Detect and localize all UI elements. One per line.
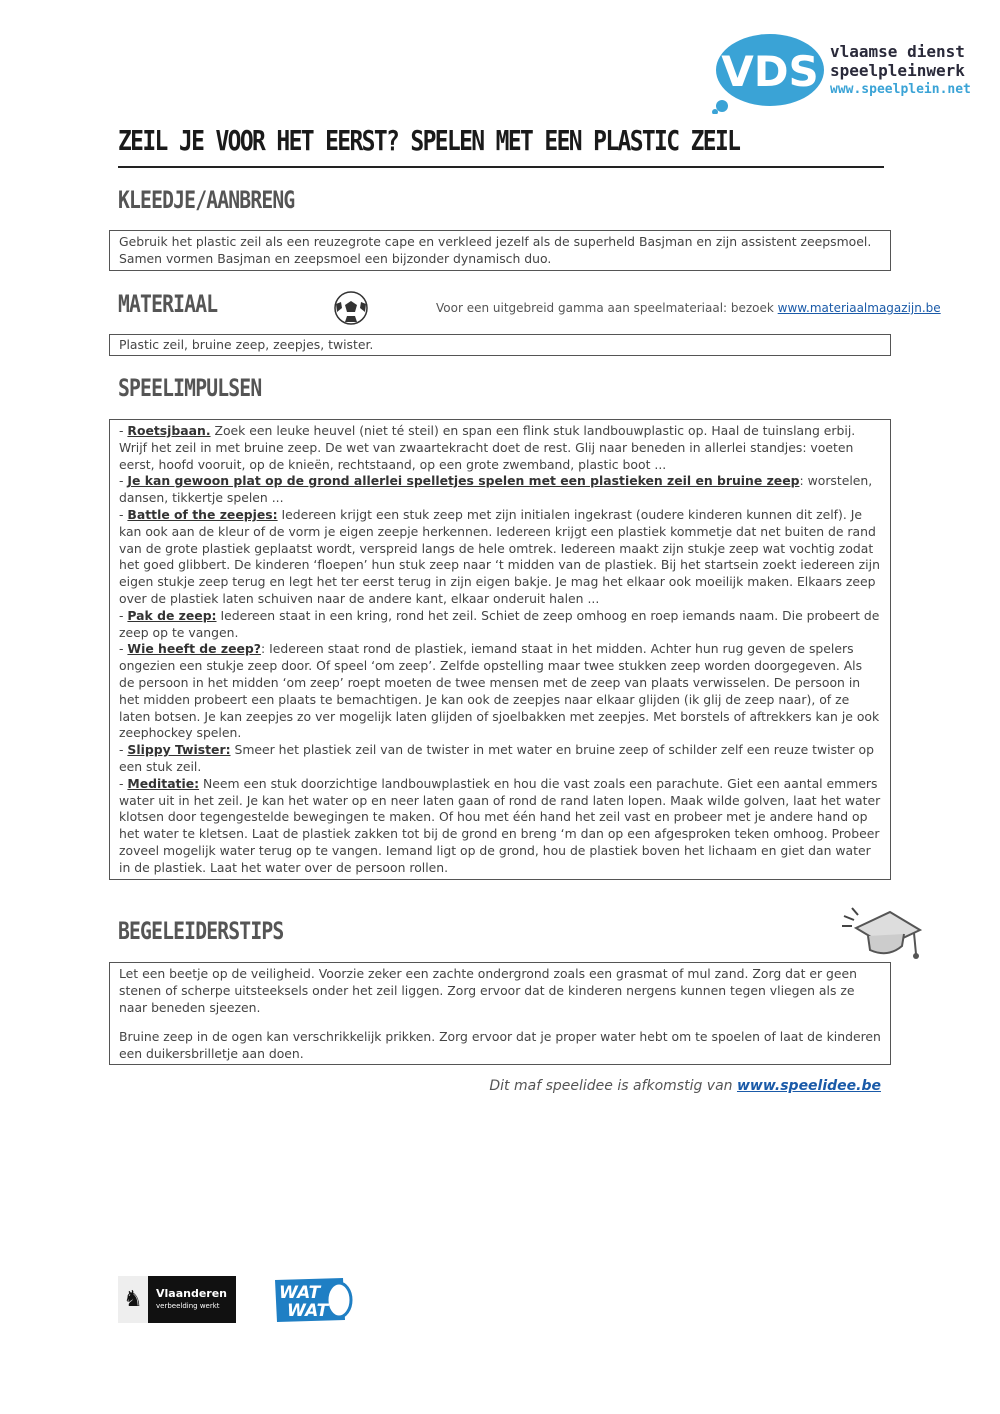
impuls-lead: Pak de zeep: xyxy=(127,607,217,623)
tips-paragraph-2: Bruine zeep in de ogen kan verschrikkelijk prikken. Zorg ervoor dat je proper water hebt om te spoelen of laat de kinderen een duikersbrilletje aan doen. xyxy=(119,1029,881,1062)
impuls-text: : Iedereen staat rond de plastiek, iemand staat in het midden. Achter hun rug geven de spelers ongezien een stukje zeep door. Of speel ‘om zeep’. Zelfde opstelling maar twee stukken zeep worden doorgegeven. Als de persoon in het midden ‘om zeep’ roept moeten de twee mensen met de zeep van plaats verwisselen. De persoon in het midden probeert een plaats te bemachtigen. Je kan ook de zeepjes naar elkaar glijden (ik glij de zeep naar), of ze laten botsen. Je kan zeepjes zo ver mogelijk laten glijden of sjoelbakken met zeepjes. Met borstels of aftrekkers kan je ook zeephockey spelen. xyxy=(119,641,880,741)
materiaal-box xyxy=(109,334,891,356)
lion-icon: ♞ xyxy=(118,1276,148,1323)
kleedje-box xyxy=(109,230,891,271)
org-line1: vlaamse dienst xyxy=(830,42,965,61)
impuls-lead: Battle of the zeepjes: xyxy=(127,506,278,522)
impuls-lead: Meditatie: xyxy=(127,775,200,791)
impuls-text: : worstelen, dansen, tikkertje spelen ... xyxy=(119,473,873,506)
vlaanderen-logo xyxy=(118,1276,236,1323)
impuls-item: - Pak de zeep: Iedereen staat in een kring, rond het zeil. Schiet de zeep omhoog en roep iemands naam. Die probeert de zeep op te vangen. xyxy=(119,607,880,640)
impuls-text: Neem een stuk doorzichtige landbouwplastiek en hou die vast zoals een parachute. Giet een aantal emmers water uit in het zeil. Je kan het water op en neer laten gaan of rond de rand laten lopen. Maak wilde golven, laat het water klotsen door tegengestelde bewegingen te maken. Of hou met één hand het zeil vast en probeer met je andere hand op het water te kletsen. Laat de plastiek zakken tot bij de grond en breng ‘m dan op een afgesproken teken omhoog. Probeer zoveel mogelijk water terug op te vangen. Iemand ligt op de grond, hou de plastiek boven het lichaam en giet dan water in de plastiek. Laat het water over de persoon rollen. xyxy=(119,775,881,875)
title-divider xyxy=(118,166,884,168)
tips-paragraph-1: Let een beetje op de veiligheid. Voorzie zeker een zachte ondergrond zoals een grasmat of mul zand. Zorg dat er geen stenen of scherpe uitsteeksels onder het zeil liggen. Zorg ervoor dat de kinderen nergens kunnen tegen vliegen als ze naar beneden sjeezen. xyxy=(119,966,857,1015)
impuls-lead: Roetsjbaan. xyxy=(127,423,211,438)
impuls-item: - Meditatie: Neem een stuk doorzichtige landbouwplastiek en hou die vast zoals een parachute. Giet een aantal emmers water uit in het zeil. Je kan het water op en neer laten gaan of rond de rand laten lopen. Maak wilde golven, laat het water klotsen door tegengestelde bewegingen te maken. Of hou met één hand het zeil vast en probeer met je andere hand op het water te kletsen. Laat de plastiek zakken tot bij de grond en breng ‘m dan op een afgesproken teken omhoog. Probeer zoveel mogelijk water terug op te vangen. Iemand ligt op de grond, hou de plastiek boven het lichaam en giet dan water in de plastiek. Laat het water over de persoon rollen. xyxy=(119,775,881,875)
impuls-item: - Slippy Twister: Smeer het plastiek zeil van de twister in met water en bruine zeep of schilder zelf een reuze twister op een stuk zeil. xyxy=(119,742,874,774)
materiaalmagazijn-link[interactable]: www.materiaalmagazijn.be xyxy=(777,301,941,315)
heading-speelimpulsen: SPEELIMPULSEN xyxy=(118,374,262,402)
impuls-lead: Je kan gewoon plat op de grond allerlei spelletjes spelen met een plastieken zeil en bruine zeep xyxy=(127,473,800,489)
heading-materiaal: MATERIAAL xyxy=(118,290,218,318)
tips-box xyxy=(109,962,891,1065)
materiaal-text: Plastic zeil, bruine zeep, zeepjes, twister. xyxy=(119,337,374,352)
impuls-item: - Je kan gewoon plat op de grond allerlei spelletjes spelen met een plastieken zeil en bruine zeep: worstelen, dansen, tikkertje spelen ... xyxy=(119,473,873,506)
football-icon xyxy=(333,290,369,326)
heading-kleedje: KLEEDJE/AANBRENG xyxy=(118,186,295,214)
impuls-text: Iedereen staat in een kring, rond het zeil. Schiet de zeep omhoog en roep iemands naam. Die probeert de zeep op te vangen. xyxy=(119,607,880,640)
credit-line xyxy=(489,1078,881,1094)
impuls-text: Zoek een leuke heuvel (niet té steil) en span een flink stuk landbouwplastic op. Haal de tuinslang erbij. Wrijf het zeil in met bruine zeep. De wet van zwaartekracht doet de rest. Glij naar beneden in allerlei standjes: voeten eerst, hoofd vooruit, op de knieën, rechtstaand, op een grote zwemband, plastic boot ... xyxy=(119,423,856,472)
heading-begeleiderstips: BEGELEIDERSTIPS xyxy=(118,917,284,945)
graduation-cap-icon xyxy=(840,906,922,964)
materiaal-note-text: Voor een uitgebreid gamma aan speelmateriaal: bezoek xyxy=(436,301,778,315)
impuls-item: - Roetsjbaan. Zoek een leuke heuvel (niet té steil) en span een flink stuk landbouwplastic op. Haal de tuinslang erbij. Wrijf het zeil in met bruine zeep. De wet van zwaartekracht doet de rest. Glij naar beneden in allerlei standjes: voeten eerst, hoofd vooruit, op de knieën, rechtstaand, op een grote zwemband, plastic boot ... xyxy=(119,423,856,472)
impuls-lead: Slippy Twister: xyxy=(127,742,231,758)
org-line2: speelpleinwerk xyxy=(830,61,965,80)
vds-logo xyxy=(712,32,824,114)
impuls-item: - Wie heeft de zeep?: Iedereen staat rond de plastiek, iemand staat in het midden. Achter hun rug geven de spelers ongezien een stukje zeep door. Of speel ‘om zeep’. Zelfde opstelling maar twee stukken zeep worden doorgegeven. Als de persoon in het midden ‘om zeep’ roept moeten de twee mensen met de zeep van plaats verwisselen. De persoon in het midden probeert een plaats te bemachtigen. Je kan ook de zeepjes naar elkaar glijden (ik glij de zeep naar), of ze laten botsen. Je kan zeepjes zo ver mogelijk laten glijden of sjoelbakken met zeepjes. Met borstels of aftrekkers kan je ook zeephockey spelen. xyxy=(119,641,880,741)
speelimpulsen-box xyxy=(109,419,891,880)
vlaanderen-name: Vlaanderen xyxy=(156,1286,228,1300)
org-url[interactable]: www.speelplein.net xyxy=(830,82,971,97)
impuls-text: Iedereen krijgt een stuk zeep met zijn initialen ingekrast (oudere kinderen kunnen dit zelf). Je kan ook aan de kleur of de vorm je eigen zeepje herkennen. Iedereen krijgt een plastiek kommetje dat net buiten de rand van de grote plastiek geplaatst wordt, verspreid langs de hele omtrek. Iedereen maakt zijn stukje zeep wat vochtig zodat het goed glibbert. De kinderen ‘floepen’ hun stuk zeep naar ‘t midden van de plastiek. Bij het startsein zoekt iedereen zijn eigen stukje zeep terug en legt het ter eerst terug in zijn eigen bakje. Je mag het elkaar ook moeilijk maken. Elkaars zeep over de plastiek laten schuiven naar de andere kant, elkaar onderuit halen ... xyxy=(119,506,880,606)
svg-text:WAT: WAT xyxy=(279,1283,321,1303)
impuls-text: Smeer het plastiek zeil van de twister in met water en bruine zeep of schilder zelf een reuze twister op een stuk zeil. xyxy=(119,742,874,774)
page-title: ZEIL JE VOOR HET EERST? SPELEN MET EEN PLASTIC ZEIL xyxy=(118,124,740,157)
materiaal-note xyxy=(436,301,941,315)
impuls-lead: Wie heeft de zeep? xyxy=(127,641,261,657)
vds-org-name xyxy=(830,42,971,99)
svg-text:VDS: VDS xyxy=(721,47,819,96)
credit-text: Dit maf speelidee is afkomstig van xyxy=(489,1078,737,1094)
vlaanderen-tagline: verbeelding werkt xyxy=(156,1301,220,1310)
kleedje-text: Gebruik het plastic zeil als een reuzegrote cape en verkleed jezelf als de superheld Basjman en zijn assistent zeepsmoel. Samen vormen Basjman en zeepsmoel een bijzonder dynamisch duo. xyxy=(119,234,872,266)
svg-text:WAT: WAT xyxy=(287,1301,329,1321)
speelidee-link[interactable]: www.speelidee.be xyxy=(736,1078,881,1094)
impuls-item: - Battle of the zeepjes: Iedereen krijgt een stuk zeep met zijn initialen ingekrast (oudere kinderen kunnen dit zelf). Je kan ook aan de kleur of de vorm je eigen zeepje herkennen. Iedereen krijgt een plastiek kommetje dat net buiten de rand van de grote plastiek geplaatst wordt, verspreid langs de hele omtrek. Iedereen maakt zijn stukje zeep wat vochtig zodat het goed glibbert. De kinderen ‘floepen’ hun stuk zeep naar ‘t midden van de plastiek. Bij het startsein zoekt iedereen zijn eigen stukje zeep terug en legt het ter eerst terug in zijn eigen bakje. Je mag het elkaar ook moeilijk maken. Elkaars zeep over de plastiek laten schuiven naar de andere kant, elkaar onderuit halen ... xyxy=(119,506,880,606)
watwat-logo xyxy=(273,1276,355,1323)
